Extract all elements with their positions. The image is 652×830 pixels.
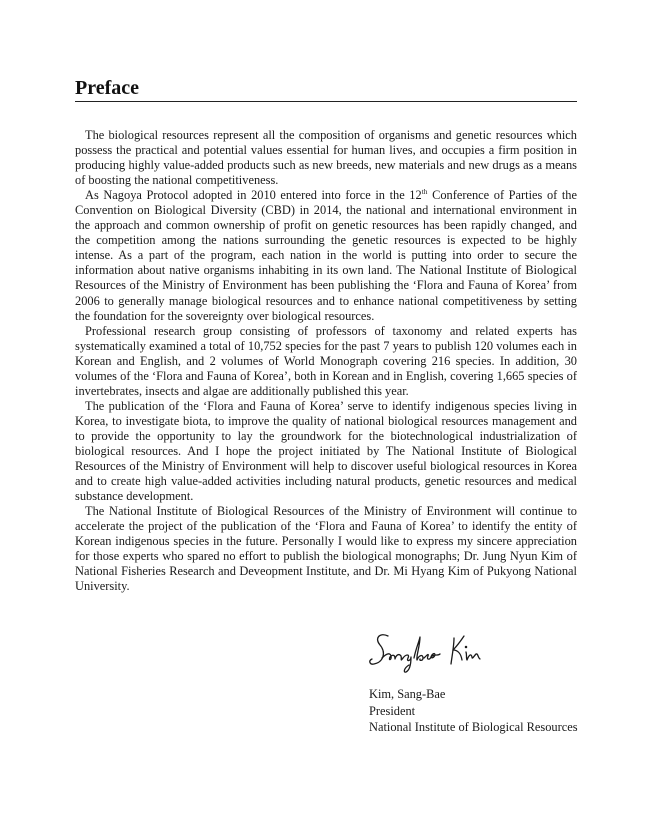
handwritten-signature (366, 628, 496, 678)
title-rule (75, 101, 577, 102)
signature-block (369, 686, 578, 736)
preface-body (75, 128, 577, 594)
paragraph-3: Professional research group consisting of professors of taxonomy and related experts has systematically examined a total of 10,752 species for the past 7 years to publish 120 volumes each in Korean and English, and 2 volumes of World Monograph covering 216 species. In addition, 30 volumes of the ‘Flora and Fauna of Korea’, both in Korean and in English, covering 1,665 species of invertebrates, insects and algae are additionally published this year. (75, 323, 577, 398)
page-title: Preface (75, 77, 140, 99)
paragraph-5: The National Institute of Biological Resources of the Ministry of Environment will continue to accelerate the project of the publication of the ‘Flora and Fauna of Korea’ to identify the entity of Korean indigenous species in the future. Personally I would like to express my sincere appreciation for those experts who spared no effort to publish the biological monographs; Dr. Jung Nyun Kim of National Fisheries Research and Deveopment Institute, and Dr. Mi Hyang Kim of Pukyong National University. (75, 504, 577, 594)
ordinal-suffix: th (421, 187, 428, 197)
paragraph-2-part-a: As Nagoya Protocol adopted in 2010 entered into force in the 12 (85, 188, 422, 203)
paragraph-2 (75, 188, 577, 323)
signer-name: Kim, Sang-Bae (369, 687, 446, 701)
paragraph-2-part-b: Conference of Parties of the Convention on Biological Diversity (CBD) in 2014, the national and international environment in the approach and common ownership of profit on genetic resources has been rapidly changed, and the competition among the nations surrounding the genetic resources is expected to be highly intense. As a part of the program, each nation in the world is putting into order to secure the information about native organisms inhabiting in its own land. The National Institute of Biological Resources of the Ministry of Environment has been publishing the ‘Flora and Fauna of Korea’ from 2006 to generally manage biological resources and to enhance national competitiveness by setting the foundation for the sovereignty over biological resources. (75, 188, 578, 323)
paragraph-4: The publication of the ‘Flora and Fauna of Korea’ serve to identify indigenous species living in Korea, to investigate biota, to improve the quality of national biological resources management and to provide the opportunity to lay the groundwork for the biotechnological industrialization of biological resources. And I hope the project initiated by The National Institute of Biological Resources of the Ministry of Environment will help to discover useful biological resources in Korea and to create high value-added activities including natural products, genetic resources and medical substance development. (75, 398, 577, 504)
signer-position: President (369, 703, 416, 718)
paragraph-1: The biological resources represent all the composition of organisms and genetic resources which possess the practical and potential values essential for human lives, and occupies a firm position in producing highly value-added products such as new breeds, new materials and new drugs as a means of boosting the national competitiveness. (75, 128, 577, 188)
signer-organization: National Institute of Biological Resources (369, 720, 578, 734)
